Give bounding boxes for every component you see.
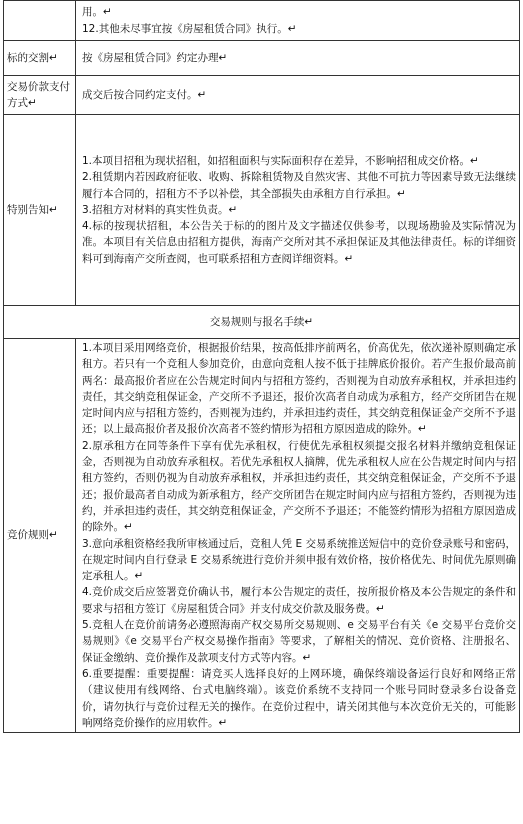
paragraph: 用。↵ xyxy=(82,6,112,19)
bid-announcement-table xyxy=(3,0,520,733)
paragraph: 按《房屋租赁合同》约定办理↵ xyxy=(82,51,228,64)
paragraph: 4.竞价成交后应签署竞价确认书，履行本公告规定的责任，按所报价格及本公告规定的条件和要求与招租方签订《房屋租赁合同》并支付成交价款及服务费。↵ xyxy=(82,586,516,615)
table-row xyxy=(4,115,520,306)
paragraph: 1.本项目招租为现状招租，如招租面积与实际面积存在差异，不影响招租成交价格。↵ xyxy=(82,154,479,167)
paragraph: 2.租赁期内若因政府征收、收购、拆除租赁物及自然灾害、其他不可抗力等因素导致无法继续履行本合同的，招租方不予以补偿，其全部损失由承租方自行承担。↵ xyxy=(82,171,516,200)
table-row xyxy=(4,339,520,733)
row-label-delivery: 标的交割↵ xyxy=(4,41,76,76)
paragraph: 1.本项目采用网络竞价，根据报价结果，按高低排序前两名，价高优先，依次递补原则确定承租方。若只有一个竞租人参加竞价，由意向竞租人按不低于挂牌底价报价。若产生报价最高前两名：最高报价者应在公告规定时间内与招租方签约，否则视为自动放弃承租权，并承担违约责任，其交纳竞租保证金，产交所不予退还，报价次高者自动成为承租方，经产交所团告在规定时间内应与招租方签约，否则视为违约，并承担违约责任，其交纳竞租保证金产交所不予退还；以上最高报价者及报价次高者不签约情形为招租方原因造成的除外。↵ xyxy=(82,342,516,436)
paragraph: 成交后按合同约定支付。↵ xyxy=(82,88,207,101)
row-label-payment: 交易价款支付方式↵ xyxy=(4,76,76,115)
row-content xyxy=(76,1,520,41)
section-header: 交易规则与报名手续↵ xyxy=(4,306,520,339)
paragraph: 4.标的按现状招租，本公告关于标的的图片及文字描述仅供参考，以现场勘验及实际情况为准。本项目有关信息由招租方提供，海南产交所对其不承担保证及其他法律责任。标的详细资料可到海南产交所查阅，也可联系招租方查阅详细资料。↵ xyxy=(82,220,516,265)
paragraph: 6.重要提醒：重要提醒：请竞买人选择良好的上网环境，确保终端设备运行良好和网络正常（建议使用有线网络、台式电脑终端）。该竞价系统不支持同一个账号同时登录多台设备竞价，请勿执行与竞价过程无关的操作。在竞价过程中，请关闭其他与本次竞价无关的，可能影响网络竞价操作的应用软件。↵ xyxy=(82,667,516,729)
row-label-auction-rules: 竞价规则↵ xyxy=(4,339,76,733)
paragraph: 3.招租方对材料的真实性负责。↵ xyxy=(82,203,238,216)
row-label-special-notice: 特别告知↵ xyxy=(4,115,76,306)
paragraph: 2.原承租方在同等条件下享有优先承租权，行使优先承租权须提交报名材料并缴纳竞租保证金，否则视为自动放弃承租权。若优先承租权人摘牌，优先承租权人应在公告规定时间内与招租方签约，否则仍视为自动放弃承租权，并承担违约责任，其交纳竞租保证金，产交所不予退还；报价最高者自动成为新承租方，经产交所团告在规定时间内应与招租方签约，否则视为违约，并承担违约责任，其交纳竞租保证金，产交所不予退还；不能签约情形为招租方原因造成的除外。↵ xyxy=(82,439,516,534)
paragraph: 12.其他未尽事宜按《房屋租赁合同》执行。↵ xyxy=(82,22,297,35)
table-row xyxy=(4,41,520,76)
table-row xyxy=(4,1,520,41)
document-page xyxy=(3,0,519,733)
row-content xyxy=(76,339,520,733)
row-label-empty xyxy=(4,1,76,41)
row-content xyxy=(76,41,520,76)
paragraph: 5.竞租人在竞价前请务必遵照海南产权交易所交易规则、e 交易平台有关《e 交易平台竞价交易规则》《e 交易平台产权交易操作指南》等要求，了解相关的情况、竞价资格、注册报名、保证金缴纳、竞价操作及款项支付方式等内容。↵ xyxy=(82,619,516,664)
table-row xyxy=(4,306,520,339)
row-content xyxy=(76,76,520,115)
table-row xyxy=(4,76,520,115)
row-content xyxy=(76,115,520,306)
paragraph: 3.意向承租资格经我所审核通过后，竞租人凭 E 交易系统推送短信中的竞价登录账号和密码，在规定时间内自行登录 E 交易系统进行竞价并须申报有效价格，按价格优先、时间优先原则确定承租人。↵ xyxy=(82,537,516,583)
